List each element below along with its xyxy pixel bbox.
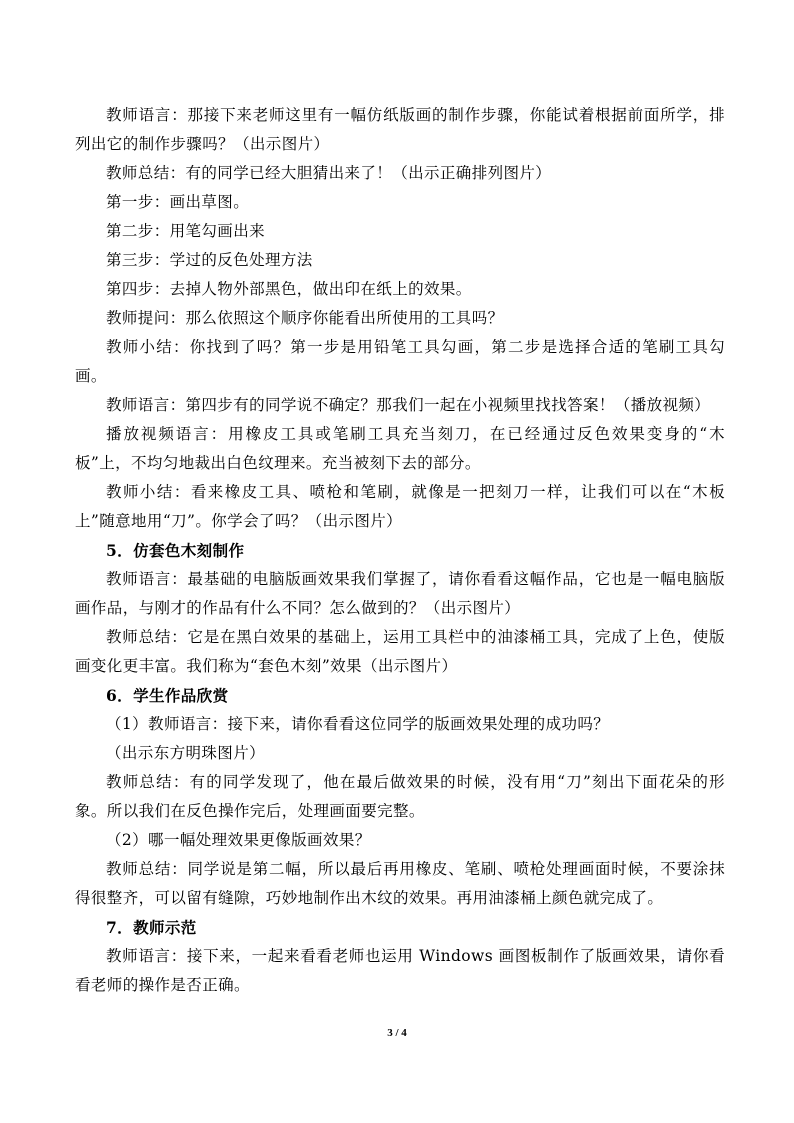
paragraph-student-work-2: （2）哪一幅处理效果更像版画效果？ <box>106 831 371 849</box>
paragraph-video-narration: 播放视频语言：用橡皮工具或笔刷工具充当刻刀，在已经通过反色效果变身的“木板”上，不均匀地裁出白色纹理来。充当被刻下去的部分。 <box>75 425 725 472</box>
document-body <box>75 101 725 1000</box>
section-heading-7: 7．教师示范 <box>106 918 197 937</box>
paragraph-step-4: 第四步：去掉人物外部黑色，做出印在纸上的效果。 <box>106 280 472 298</box>
paragraph-teacher-summary-guess: 教师总结：有的同学已经大胆猜出来了！（出示正确排列图片） <box>106 164 552 182</box>
paragraph-color-woodcut-summary: 教师总结：它是在黑白效果的基础上，运用工具栏中的油漆桶工具，完成了上色，使版画变化更丰富。我们称为“套色木刻”效果（出示图片） <box>75 628 725 675</box>
paragraph-student-work-summary: 教师总结：有的同学发现了，他在最后做效果的时候，没有用“刀”刻出下面花朵的形象。所以我们在反色操作完后，处理画面要完整。 <box>75 773 725 820</box>
paragraph-teacher-demo: 教师语言：接下来，一起来看看老师也运用 Windows 画图板制作了版画效果，请你看看老师的操作是否正确。 <box>75 947 725 994</box>
paragraph-student-work-1: （1）教师语言：接下来，请你看看这位同学的版画效果处理的成功吗？ <box>106 715 610 733</box>
page-number: 3 / 4 <box>387 1027 407 1039</box>
paragraph-video-intro: 教师语言：第四步有的同学说不确定？那我们一起在小视频里找找答案！（播放视频） <box>106 396 711 414</box>
paragraph-show-picture: （出示东方明珠图片） <box>106 744 266 762</box>
paragraph-teacher-question: 教师提问：那么依照这个顺序你能看出所使用的工具吗？ <box>106 309 504 327</box>
paragraph-student-work-2-summary: 教师总结：同学说是第二幅，所以最后再用橡皮、笔刷、喷枪处理画面时候，不要涂抹得很整齐，可以留有缝隙，巧妙地制作出木纹的效果。再用油漆桶上颜色就完成了。 <box>75 860 725 907</box>
paragraph-teacher-brief-summary: 教师小结：你找到了吗？第一步是用铅笔工具勾画，第二步是选择合适的笔刷工具勾画。 <box>75 338 725 385</box>
paragraph-step-3: 第三步：学过的反色处理方法 <box>106 251 313 269</box>
paragraph-step-2: 第二步：用笔勾画出来 <box>106 222 266 240</box>
paragraph-color-woodcut-intro: 教师语言：最基础的电脑版画效果我们掌握了，请你看看这幅作品，它也是一幅电脑版画作品，与刚才的作品有什么不同？怎么做到的？（出示图片） <box>75 570 725 617</box>
section-heading-5: 5．仿套色木刻制作 <box>106 541 245 560</box>
paragraph-step-1: 第一步：画出草图。 <box>106 193 250 211</box>
section-heading-6: 6．学生作品欣赏 <box>106 686 229 705</box>
paragraph-arrange-steps: 教师语言：那接下来老师这里有一幅仿纸版画的制作步骤，你能试着根据前面所学，排列出它的制作步骤吗？（出示图片） <box>75 106 725 153</box>
paragraph-tools-summary: 教师小结：看来橡皮工具、喷枪和笔刷，就像是一把刻刀一样，让我们可以在“木板上”随意地用“刀”。你学会了吗？（出示图片） <box>75 483 725 530</box>
